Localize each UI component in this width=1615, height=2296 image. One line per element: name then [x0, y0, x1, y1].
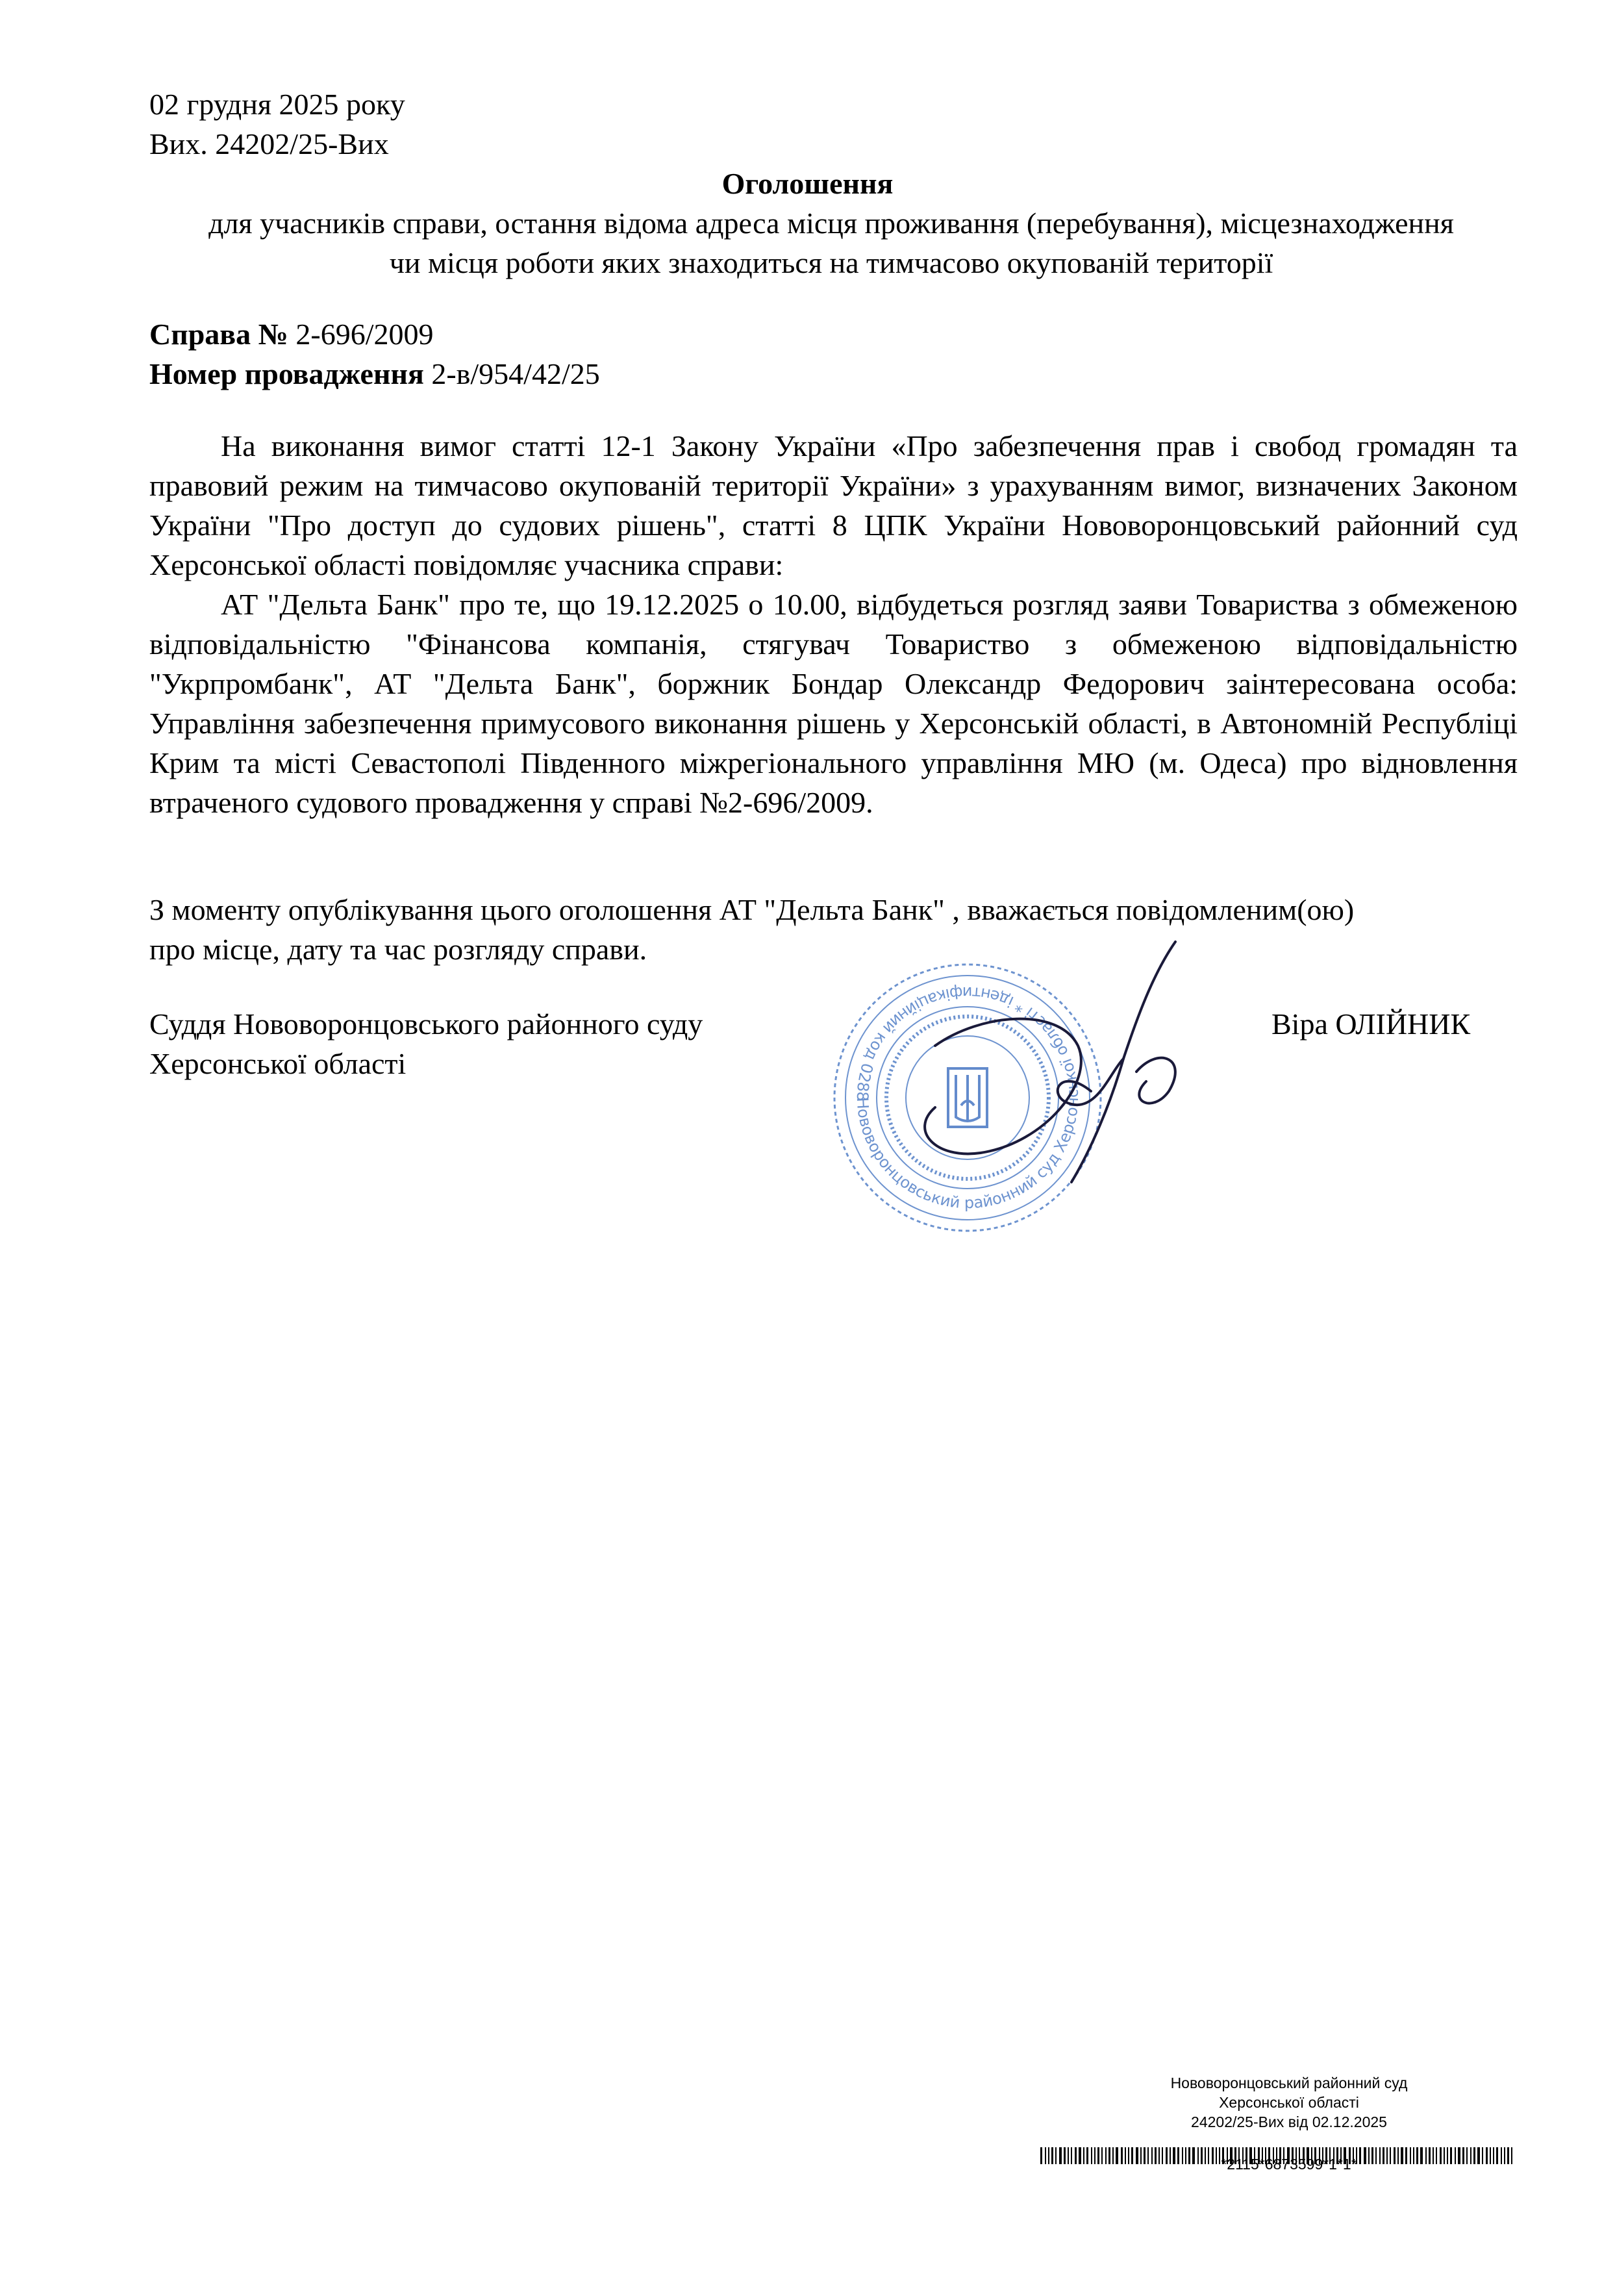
judge-title-line-1: Суддя Нововоронцовського районного суду — [149, 1007, 703, 1041]
notice-line-2: про місце, дату та час розгляду справи. — [149, 933, 647, 966]
registration-region: Херсонської області — [1219, 2094, 1359, 2111]
seal-text: Нововоронцовський районний суд Херсонської області * ідентифікаційний код 0288 — [853, 983, 1083, 1213]
judge-title — [149, 1004, 703, 1083]
court-seal-stamp — [786, 935, 1208, 1247]
registration-court: Нововоронцовський районний суд — [1170, 2075, 1408, 2091]
case-number: 2-696/2009 — [288, 318, 434, 351]
registration-number: 24202/25-Вих від 02.12.2025 — [1191, 2113, 1387, 2130]
trident-icon — [948, 1068, 987, 1127]
announcement-title: Оголошення — [721, 167, 894, 200]
case-number-line — [149, 314, 433, 354]
proceeding-label: Номер провадження — [149, 357, 424, 390]
body-paragraph-2: АТ "Дельта Банк" про те, що 19.12.2025 о 10.00, відбудеться розгляд заяви Товариства з обмеженою відповідальністю "Фінансова компанія, стягувач Товариство з обмеженою відповідальністю "Укрпромбанк", АТ "Дельта Банк", боржник Бондар Олександр Федорович заінтересована особа: Управління забезпечення примусового виконання рішень у Херсонській області, в Автономній Республіці Крим та місті Севастополі Південного міжрегіонального управління МЮ (м. Одеса) про відновлення втраченого судового провадження у справі №2-696/2009. — [149, 588, 1518, 819]
outgoing-number: Вих. 24202/25-Вих — [149, 127, 389, 160]
proceeding-number-line — [149, 354, 600, 394]
judge-title-line-2: Херсонської області — [149, 1047, 407, 1080]
case-label: Справа № — [149, 318, 288, 351]
subtitle-line-1: для учасників справи, остання відома адреса місця проживання (перебування), місцезнаходження — [208, 207, 1454, 240]
proceeding-number: 2-в/954/42/25 — [423, 357, 600, 390]
barcode-number: *2115*6873599*1*1* — [1221, 2156, 1357, 2173]
notice-line-1: З моменту опублікування цього оголошення АТ "Дельта Банк" , вважається повідомленим(ою) — [149, 893, 1355, 926]
judge-name: Віра ОЛІЙНИК — [1271, 1007, 1471, 1041]
barcode-icon — [1040, 2134, 1513, 2151]
registration-stamp — [1039, 2073, 1539, 2132]
announcement-body — [149, 426, 1518, 822]
document-date: 02 грудня 2025 року — [149, 88, 405, 121]
handwritten-signature — [925, 942, 1175, 1182]
subtitle-line-2: чи місця роботи яких знаходиться на тимчасово окупованій території — [389, 246, 1273, 279]
body-paragraph-1: На виконання вимог статті 12-1 Закону України «Про забезпечення прав і свобод громадян та правовий режим на тимчасово окупованій території України» з урахуванням вимог, визначених Законом України "Про доступ до судових рішень", статті 8 ЦПК України Нововоронцовський районний суд Херсонської області повідомляє учасника справи: — [149, 429, 1518, 581]
announcement-subtitle — [156, 203, 1507, 283]
